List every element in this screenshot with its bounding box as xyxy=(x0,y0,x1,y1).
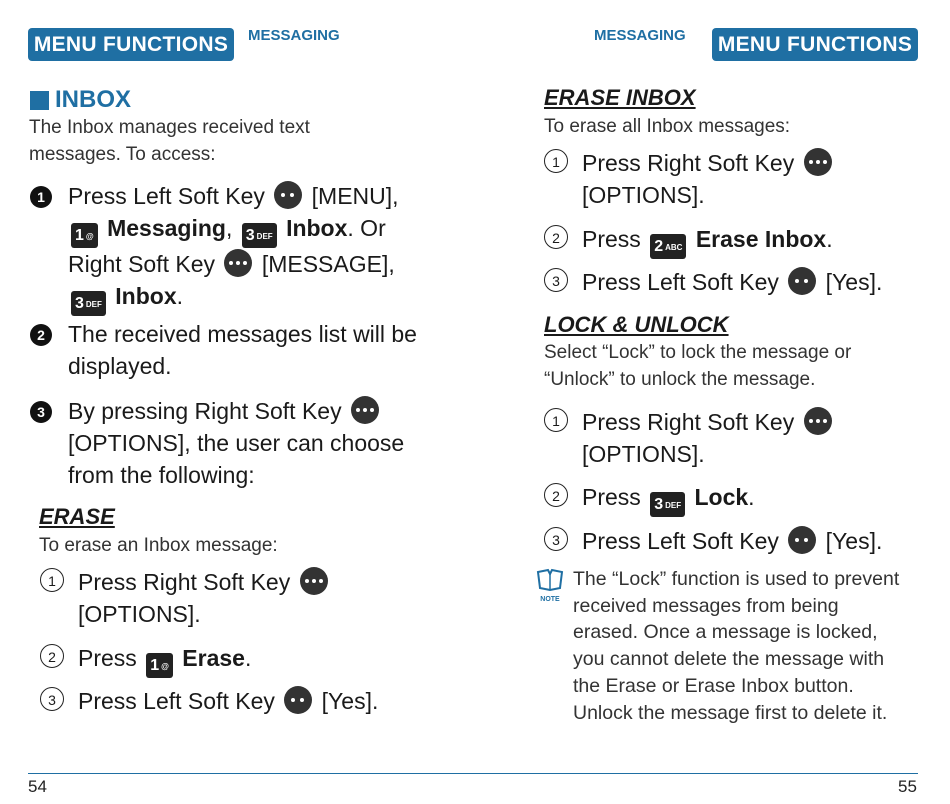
page-number-left: 54 xyxy=(28,777,47,796)
erase-inbox-subheading: ERASE INBOX xyxy=(544,85,696,110)
erase-inbox-step-1 xyxy=(544,147,924,211)
circled-number-1: 1 xyxy=(40,568,64,592)
lock-step-3 xyxy=(544,525,924,557)
step-1 xyxy=(30,180,450,316)
lock-step-2-text: Press 3 DEF Lock. xyxy=(582,481,924,517)
lock-description-line-1: Select “Lock” to lock the message or xyxy=(544,342,852,363)
right-soft-key-icon xyxy=(804,148,832,176)
lock-unlock-subheading: LOCK & UNLOCK xyxy=(544,312,729,337)
step-1-text: Press Left Soft Key [MENU], 1 @ Messaging, 3 DEF Inbox. Or Right Soft Key [MESSAGE], 3 DEF Inbox. xyxy=(68,180,450,316)
circled-number-3: 3 xyxy=(544,527,568,551)
key-3-icon: 3 DEF xyxy=(242,223,277,248)
erase-description: To erase an Inbox message: xyxy=(39,535,278,556)
right-soft-key-icon xyxy=(300,567,328,595)
step-3 xyxy=(30,395,430,491)
square-bullet-icon xyxy=(30,91,49,110)
circled-number-3: 3 xyxy=(40,687,64,711)
right-soft-key-icon xyxy=(804,407,832,435)
key-1-icon: 1 @ xyxy=(146,653,173,678)
erase-step-1-text: Press Right Soft Key [OPTIONS]. xyxy=(78,566,440,630)
key-2-icon: 2 ABC xyxy=(650,234,686,259)
erase-inbox-step-2 xyxy=(544,223,924,259)
footer-rule xyxy=(28,773,918,774)
erase-step-2 xyxy=(40,642,440,678)
erase-inbox-step-2-text: Press 2 ABC Erase Inbox. xyxy=(582,223,924,259)
circled-number-2: 2 xyxy=(544,225,568,249)
key-1-icon: 1 @ xyxy=(71,223,98,248)
inbox-title: INBOX xyxy=(55,86,132,113)
section-tag-left: MESSAGING xyxy=(248,27,340,44)
inbox-intro: The Inbox manages received text messages. To access: xyxy=(29,117,310,165)
circled-number-2: 2 xyxy=(40,644,64,668)
erase-inbox-step-1-text: Press Right Soft Key [OPTIONS]. xyxy=(582,147,924,211)
key-3-icon: 3 DEF xyxy=(71,291,106,316)
right-soft-key-icon xyxy=(351,396,379,424)
key-3-icon: 3 DEF xyxy=(650,492,685,517)
note-text: The “Lock” function is used to prevent received messages from being erased. Once a message is locked, you cannot delete the message with the Erase or Erase Inbox button. Unlock the message first to delete it. xyxy=(573,568,900,724)
circled-number-1: 1 xyxy=(544,408,568,432)
page-number-right: 55 xyxy=(898,777,917,796)
svg-text:NOTE: NOTE xyxy=(540,596,560,603)
erase-inbox-step-3-text: Press Left Soft Key [Yes]. xyxy=(582,269,883,295)
left-soft-key-icon xyxy=(284,686,312,714)
circled-number-1: 1 xyxy=(544,149,568,173)
erase-step-3 xyxy=(40,685,440,717)
erase-inbox-step-3 xyxy=(544,266,924,298)
erase-subheading: ERASE xyxy=(39,504,115,529)
menu-functions-tab-right: MENU FUNCTIONS xyxy=(712,28,918,61)
right-soft-key-icon xyxy=(224,249,252,277)
circled-number-3: 3 xyxy=(544,268,568,292)
erase-inbox-description: To erase all Inbox messages: xyxy=(544,116,791,137)
erase-step-2-text: Press 1 @ Erase. xyxy=(78,642,440,678)
lock-description-line-2: “Unlock” to unlock the message. xyxy=(544,369,816,390)
step-2-text: The received messages list will be displayed. xyxy=(68,321,417,379)
erase-step-1 xyxy=(40,566,440,630)
step-3-text: By pressing Right Soft Key [OPTIONS], the user can choose from the following: xyxy=(68,398,405,488)
section-tag-right: MESSAGING xyxy=(594,27,686,44)
menu-functions-tab-left: MENU FUNCTIONS xyxy=(28,28,234,61)
lock-step-3-text: Press Left Soft Key [Yes]. xyxy=(582,528,883,554)
note-icon xyxy=(535,568,565,604)
lock-step-1-text: Press Right Soft Key [OPTIONS]. xyxy=(582,406,924,470)
inbox-heading xyxy=(30,86,131,114)
step-number-1: 1 xyxy=(30,186,52,208)
left-soft-key-icon xyxy=(274,181,302,209)
erase-step-3-text: Press Left Soft Key [Yes]. xyxy=(78,688,379,714)
step-number-3: 3 xyxy=(30,401,52,423)
lock-step-2 xyxy=(544,481,924,517)
left-soft-key-icon xyxy=(788,526,816,554)
left-soft-key-icon xyxy=(788,267,816,295)
circled-number-2: 2 xyxy=(544,483,568,507)
step-2 xyxy=(30,318,430,382)
lock-step-1 xyxy=(544,406,924,470)
step-number-2: 2 xyxy=(30,324,52,346)
